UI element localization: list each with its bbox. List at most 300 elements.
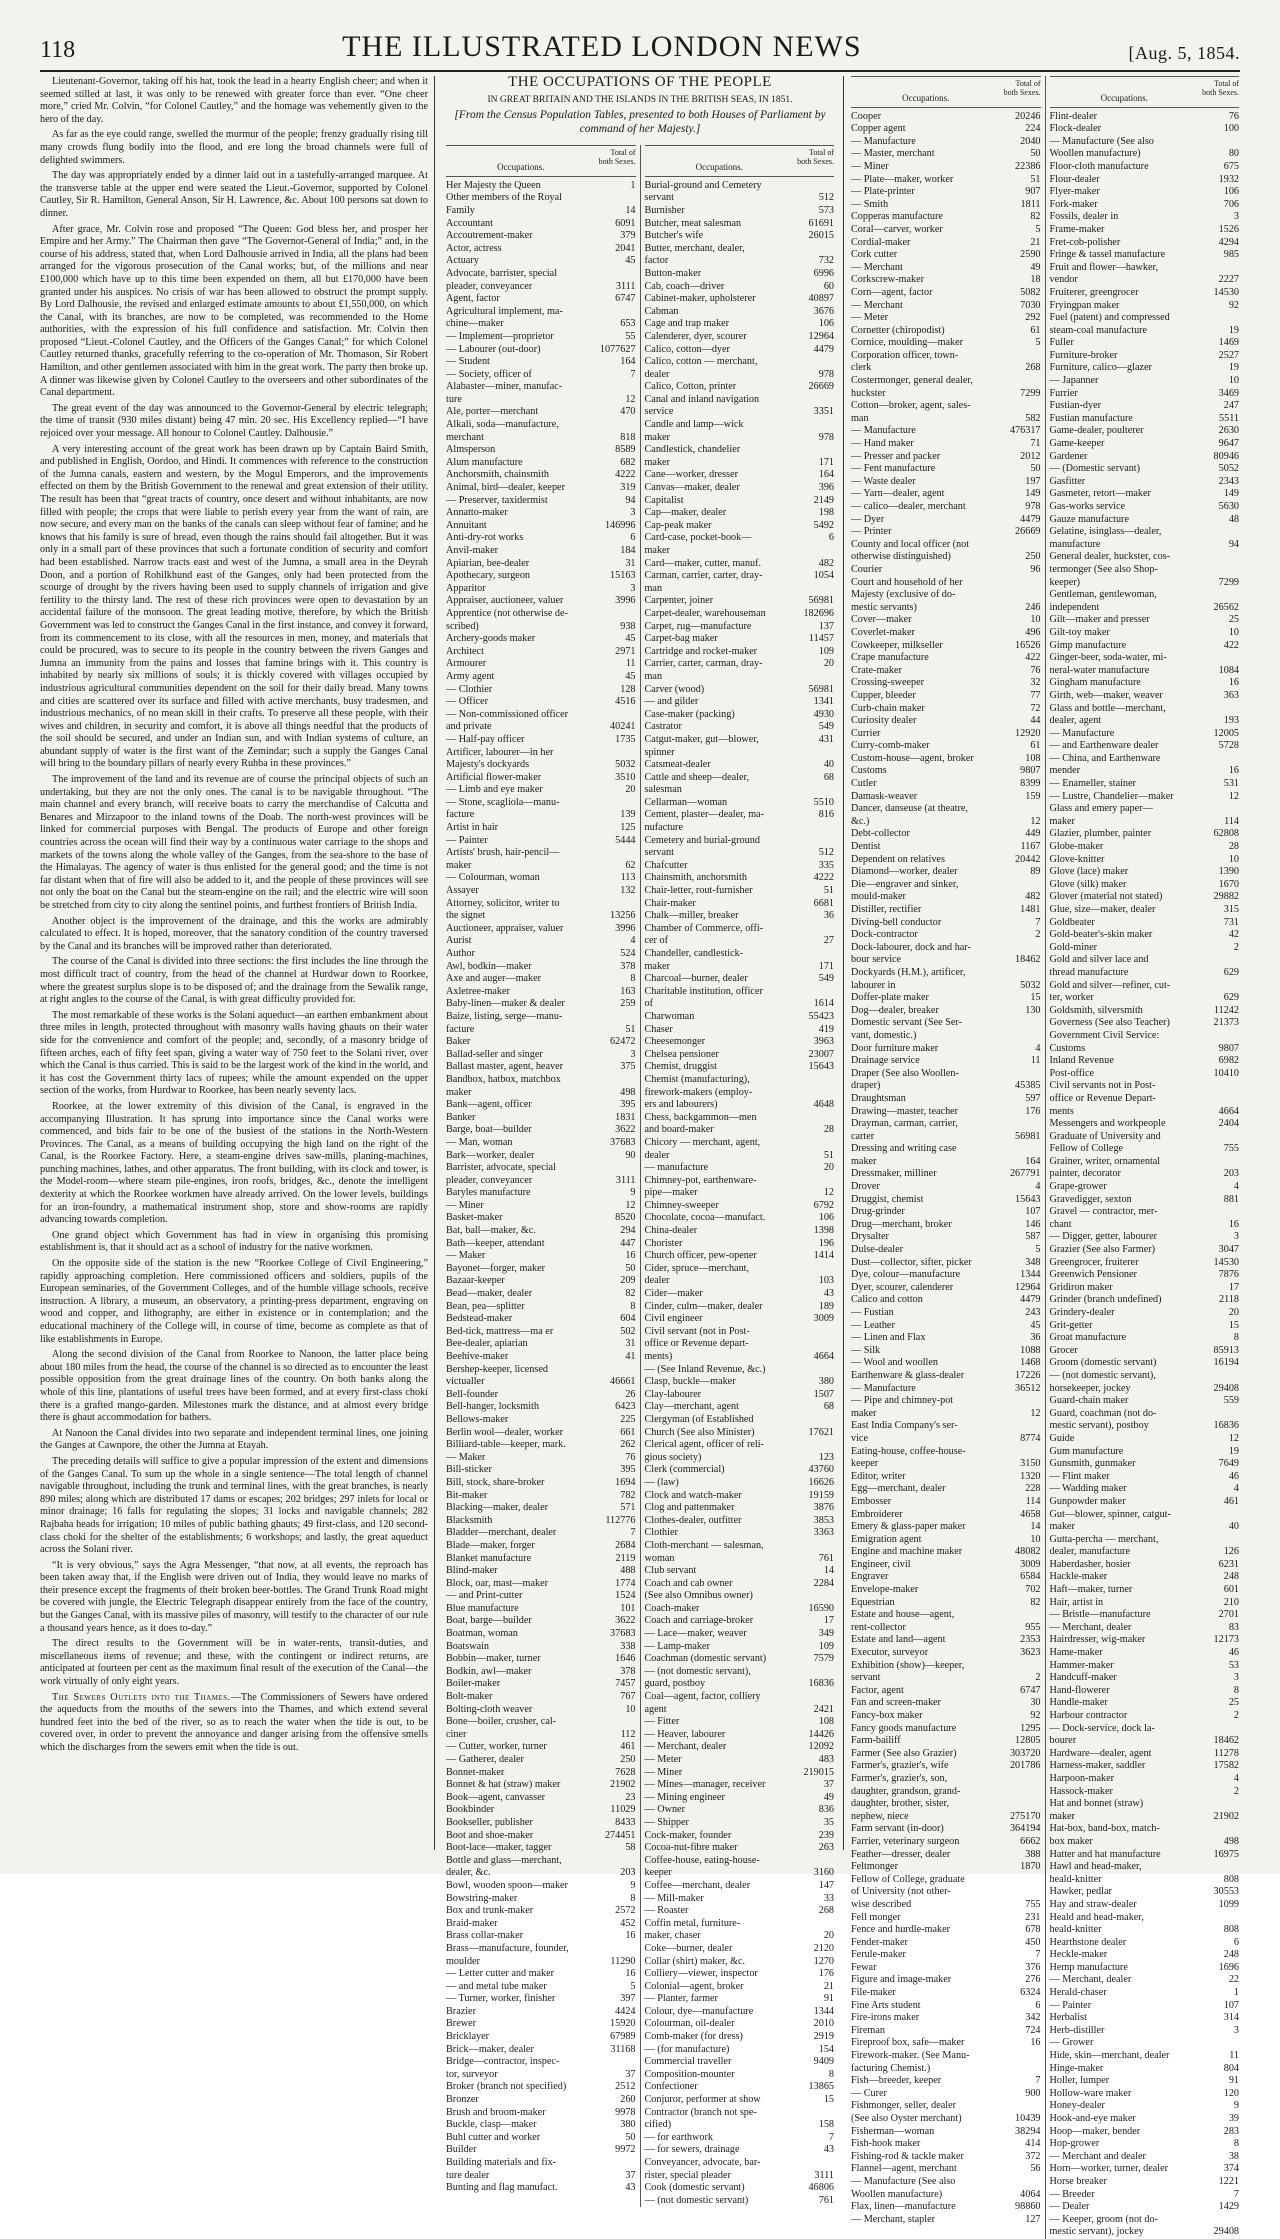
occupation-total: 3 — [1233, 211, 1239, 223]
table-row — [446, 1414, 636, 1427]
occupation-subcolumn — [1045, 76, 1244, 2239]
occupation-total: 2590 — [1020, 249, 1041, 261]
table-row — [851, 1143, 1041, 1156]
table-row — [1050, 577, 1240, 590]
occupation-name: Dyer, scourer, calenderer — [851, 1281, 954, 1293]
occupation-name: Agent, factor — [446, 293, 500, 305]
occupation-total: 239 — [818, 1829, 834, 1841]
table-row — [851, 1458, 1041, 1471]
occupation-total: 45385 — [1015, 1080, 1041, 1092]
table-row — [645, 1527, 835, 1540]
occupation-total — [1199, 1093, 1239, 1106]
occupation-name: Charitable institution, officer — [644, 985, 763, 997]
table-row — [851, 640, 1041, 653]
occupation-total: 49 — [823, 1791, 834, 1803]
occupation-total — [1001, 350, 1041, 363]
occupation-name: Figure and image-maker — [851, 1974, 952, 1986]
occupation-total: 12964 — [808, 330, 834, 342]
occupation-total: 15920 — [610, 2018, 636, 2030]
occupation-total: 19 — [1228, 324, 1239, 336]
occupation-name: Hay and straw-dealer — [1049, 1898, 1137, 1910]
occupation-total: 8774 — [1020, 1432, 1041, 1444]
occupation-total: 16 — [1228, 677, 1239, 689]
occupation-total: 40241 — [610, 721, 636, 733]
occupation-total: 419 — [818, 1023, 834, 1035]
occupation-total — [794, 1855, 834, 1868]
occupation-name: Hawker, pedlar — [1049, 1886, 1112, 1898]
article-paragraph: Lieutenant-Governor, taking off his hat, took the lead in a hearty English cheer; and when it seemed stilled at last, it was only to be renewed with greater force than ever. “One cheer more,” cried Mr. Colvin, “for Colonel Cautley,” and the homage was vehemently given to the hero of the day. — [40, 76, 428, 125]
occupation-total — [596, 747, 636, 760]
occupation-name: Curry-comb-maker — [851, 740, 930, 752]
occupation-total — [596, 306, 636, 319]
occupation-total: 6996 — [813, 267, 834, 279]
occupation-name: Gas-works service — [1049, 501, 1126, 512]
occupation-total: 146 — [1025, 1218, 1041, 1230]
occupation-name: Bedstead-maker — [446, 1313, 513, 1325]
occupation-name: mestic servant), postboy — [1049, 1420, 1149, 1432]
occupation-name: Horn—worker, turner, dealer — [1049, 2163, 1169, 2175]
occupation-name: Dressmaker, milliner — [851, 1168, 937, 1180]
table-row — [851, 1131, 1041, 1144]
occupation-name: Hairdresser, wig-maker — [1049, 1634, 1146, 1646]
occupation-total: 2012 — [1020, 450, 1041, 462]
occupation-total: 158 — [818, 2119, 834, 2131]
table-row — [851, 967, 1041, 980]
occupation-total: 5 — [630, 1980, 636, 1992]
occupation-total: 8 — [1233, 1332, 1239, 1344]
table-row — [645, 1817, 835, 1830]
occupation-total — [1001, 1886, 1041, 1899]
occupation-total: 1221 — [1218, 2175, 1239, 2187]
occupation-name: Dock-contractor — [851, 929, 918, 941]
table-row — [851, 287, 1041, 300]
table-row — [645, 1930, 835, 1943]
occupation-name: Auctioneer, appraiser, valuer — [446, 922, 564, 934]
table-row — [1050, 715, 1240, 728]
table-row — [1050, 1823, 1240, 1836]
table-row — [1050, 778, 1240, 791]
occupation-total: 6 — [630, 532, 636, 544]
table-row — [1050, 1320, 1240, 1333]
table-row — [851, 551, 1041, 564]
occupation-total: 2149 — [813, 494, 834, 506]
occupation-name: salesman — [644, 784, 682, 796]
occupation-total: 91 — [1228, 2075, 1239, 2087]
occupation-name: Draper (See also Woollen- — [851, 1067, 959, 1079]
occupation-name: Castrator — [644, 721, 682, 733]
occupation-total: 14530 — [1213, 1256, 1239, 1268]
occupation-name: — (for manufacture) — [644, 2043, 730, 2055]
occupation-name: Dulse-dealer — [851, 1244, 904, 1256]
occupation-total: 11290 — [610, 1955, 636, 1967]
occupation-total: 4 — [630, 935, 636, 947]
occupation-name: Fuel (patent) and compressed — [1049, 312, 1170, 324]
occupation-total: 20246 — [1015, 110, 1041, 122]
occupation-name: — Leather — [851, 1319, 895, 1331]
table-row — [645, 2195, 835, 2208]
table-row — [446, 633, 636, 646]
table-row — [1050, 2138, 1240, 2151]
table-row — [645, 595, 835, 608]
occupation-total: 447 — [620, 1237, 636, 1249]
table-row — [1050, 1181, 1240, 1194]
occupation-name: Awl, bodkin—maker — [446, 960, 532, 972]
occupation-total: 294 — [620, 1225, 636, 1237]
occupation-name: Bonnet-maker — [446, 1766, 505, 1778]
occupation-name: East India Company's ser- — [851, 1420, 958, 1432]
table-row — [851, 1055, 1041, 1068]
occupation-total — [1199, 1206, 1239, 1219]
article-paragraph: The course of the Canal is divided into three sections: the first includes the line through the most difficult tract of country, from the head of the channel at Hurdwar down to Roorkee, where the greatest surplus slope is to be disposed of; and the drainage from the Sewalik range, at right angles to the course of the Canal, is with great difficulty provided for. — [40, 956, 428, 1006]
occupation-name: Army agent — [446, 670, 495, 682]
table-row — [645, 684, 835, 697]
occupation-name: Buckle, clasp—maker — [446, 2119, 537, 2131]
occupation-total: 85913 — [1213, 1344, 1239, 1356]
occupation-total: 16836 — [1213, 1420, 1239, 1432]
occupation-name: Calico, cotton — merchant, — [644, 356, 758, 368]
occupation-total: 512 — [818, 847, 834, 859]
article-paragraph: One grand object which Government has had in view in organising this promising establishment is, that it should act as a school of industry for the native workmen. — [40, 1229, 428, 1254]
occupation-name: — (not domestic servant), — [1049, 1369, 1156, 1381]
occupation-name: Bershep-keeper, licensed — [446, 1363, 548, 1375]
occupation-total: 450 — [1025, 1936, 1041, 1948]
occupation-total: 682 — [620, 456, 636, 468]
occupation-name: Fringe & tassel manufacture — [1049, 249, 1166, 261]
table-row — [446, 923, 636, 936]
table-row — [1050, 1370, 1240, 1383]
occupation-name: Colonial—agent, broker — [644, 1980, 744, 1992]
occupation-name: labourer in — [851, 979, 896, 991]
table-row — [1050, 1760, 1240, 1773]
header-total: Total of both Sexes. — [1003, 79, 1041, 97]
table-row — [851, 186, 1041, 199]
occupation-name: Gasfitter — [1049, 475, 1086, 487]
occupation-name: Her Majesty the Queen — [446, 179, 541, 191]
table-row — [645, 1981, 835, 1994]
occupation-name: Commercial traveller — [644, 2056, 732, 2068]
occupation-total: 12 — [823, 1187, 834, 1199]
table-row — [446, 394, 636, 407]
table-row — [1050, 1106, 1240, 1119]
occupation-name: Cage and trap maker — [644, 318, 730, 330]
table-row — [446, 1263, 636, 1276]
occupation-total: 67989 — [610, 2031, 636, 2043]
occupation-name: — Limb and eye maker — [446, 784, 543, 796]
table-row — [851, 1672, 1041, 1685]
table-row — [446, 1162, 636, 1175]
occupation-total: 159 — [1025, 790, 1041, 802]
table-row — [446, 898, 636, 911]
occupation-name: — Manufacture (See also — [851, 2175, 956, 2187]
occupation-total: 163 — [620, 985, 636, 997]
table-row — [446, 709, 636, 722]
occupation-total: 268 — [1025, 362, 1041, 374]
occupation-name: Clay—merchant, agent — [644, 1401, 739, 1413]
occupation-total: 126 — [1223, 1546, 1239, 1558]
occupation-name: — Man, woman — [446, 1136, 513, 1148]
occupation-total: 6 — [1233, 1936, 1239, 1948]
occupation-total: 604 — [620, 1313, 636, 1325]
table-row — [645, 1427, 835, 1440]
table-row — [645, 835, 835, 848]
table-row — [851, 1974, 1041, 1987]
occupation-name: Contractor (branch not spe- — [644, 2106, 757, 2118]
table-row — [645, 1074, 835, 1087]
occupation-total: 7 — [828, 2131, 834, 2143]
occupation-name: Clothier — [644, 1527, 678, 1539]
occupation-name: Chafcutter — [644, 859, 688, 871]
table-row — [645, 784, 835, 797]
occupation-total: 7299 — [1218, 576, 1239, 588]
table-row — [851, 2063, 1041, 2076]
occupation-name: — Manufacture — [1049, 727, 1115, 739]
occupation-total: 20442 — [1015, 853, 1041, 865]
table-row — [446, 1376, 636, 1389]
occupation-name: Comb-maker (for dress) — [644, 2031, 743, 2043]
table-row — [1050, 2088, 1240, 2101]
occupation-total: 60 — [823, 280, 834, 292]
occupation-name: Diving-bell conductor — [851, 916, 942, 928]
occupation-name: Cordial-maker — [851, 236, 911, 248]
occupation-name: heald-knitter — [1049, 1873, 1102, 1885]
occupation-total: 189 — [818, 1300, 834, 1312]
occupation-total: 4516 — [615, 696, 636, 708]
table-row — [645, 1855, 835, 1868]
occupation-total — [794, 419, 834, 432]
table-row — [645, 1024, 835, 1037]
occupation-name: Bookbinder — [446, 1804, 495, 1816]
occupation-name: Cornetter (chiropodist) — [851, 324, 945, 336]
article-paragraph: The great event of the day was announced to the Governor-General by electric telegraph; the time of transit (930 miles distant) being 47 min. 20 sec. His Excellency replied—“I have rejoiced over your message. All honour to Colonel Cautley. Dalhousie.” — [40, 402, 428, 440]
table-row — [645, 1893, 835, 1906]
table-row — [851, 451, 1041, 464]
occupation-name: Draughtsman — [851, 1092, 906, 1104]
table-row — [851, 627, 1041, 640]
occupation-total: 53 — [1228, 1659, 1239, 1671]
occupation-total: 5 — [1035, 1244, 1041, 1256]
occupation-total — [596, 847, 636, 860]
occupation-name: dealer, &c. — [446, 1867, 491, 1879]
occupation-name: Artist in hair — [446, 822, 499, 834]
occupation-total: 11 — [1030, 1055, 1041, 1067]
occupation-name: Hame-maker — [1049, 1647, 1103, 1659]
table-row — [1050, 514, 1240, 527]
occupation-name: Button-maker — [644, 267, 702, 279]
occupation-name: Calico and cotton — [851, 1294, 923, 1306]
occupation-name: Cartridge and rocket-maker — [644, 645, 758, 657]
table-row — [446, 1477, 636, 1490]
occupation-total — [1199, 1030, 1239, 1043]
occupation-total: 31168 — [610, 2043, 636, 2055]
occupation-name: Cellarman—woman — [644, 796, 728, 808]
occupation-total: 26669 — [1015, 526, 1041, 538]
occupation-total: 319 — [620, 482, 636, 494]
occupation-total: 512 — [818, 192, 834, 204]
table-row — [446, 734, 636, 747]
table-row — [851, 980, 1041, 993]
occupation-total — [1001, 2100, 1041, 2113]
occupation-total — [1001, 1068, 1041, 1081]
table-row — [1050, 942, 1240, 955]
occupation-total — [794, 1137, 834, 1150]
table-row — [1050, 1874, 1240, 1887]
occupation-total: 6 — [1035, 1999, 1041, 2011]
occupation-total: 201786 — [1009, 1760, 1041, 1772]
occupation-name: Catsmeat-dealer — [644, 759, 711, 771]
occupation-total — [1001, 539, 1041, 552]
occupation-total: 17621 — [808, 1426, 834, 1438]
table-row — [851, 2113, 1041, 2126]
table-row — [645, 1452, 835, 1465]
occupation-name: Cornice, moulding—maker — [851, 337, 964, 349]
table-row — [645, 948, 835, 961]
occupation-name: Baize, listing, serge—manu- — [446, 1010, 563, 1022]
occupation-name: Colliery—viewer, inspector — [644, 1968, 758, 1980]
occupation-name: Assayer — [446, 885, 479, 897]
occupation-total — [596, 1074, 636, 1087]
table-row — [1050, 350, 1240, 363]
table-row — [1050, 2063, 1240, 2076]
occupation-total: 31 — [625, 1338, 636, 1350]
occupation-total: 82 — [1030, 211, 1041, 223]
occupation-name: Diamond—worker, dealer — [851, 866, 958, 878]
occupation-total: 6423 — [615, 1401, 636, 1413]
occupation-total: 46661 — [610, 1376, 636, 1388]
occupation-total: 470 — [620, 406, 636, 418]
table-row — [645, 457, 835, 470]
table-row — [851, 614, 1041, 627]
occupation-name: Heckle-maker — [1049, 1949, 1108, 1961]
occupation-name: Hassock-maker — [1049, 1785, 1113, 1797]
table-row — [446, 545, 636, 558]
occupation-name: Herbalist — [1049, 2012, 1087, 2024]
occupation-total: 8 — [1233, 2138, 1239, 2150]
occupation-name: maker — [644, 960, 670, 972]
occupation-name: Courier — [851, 563, 883, 575]
occupation-name: — Roaster — [644, 1905, 689, 1917]
occupation-name: Broker (branch not specified) — [446, 2081, 567, 2093]
occupation-name: — Digger, getter, labourer — [1049, 1231, 1158, 1243]
occupation-total — [1001, 1786, 1041, 1799]
occupation-name: Gold and silver—refiner, cut- — [1049, 979, 1171, 991]
occupation-total: 219015 — [803, 1766, 834, 1778]
occupation-total: 7 — [1233, 2188, 1239, 2200]
table-row — [851, 2163, 1041, 2176]
occupation-total — [794, 822, 834, 835]
occupation-name: Cotton—broker, agent, sales- — [851, 400, 971, 412]
occupation-name: Gold and silver lace and — [1049, 954, 1149, 966]
occupation-name: — Turner, worker, finisher — [446, 1993, 556, 2005]
table-row — [645, 243, 835, 256]
occupation-total: 127 — [1025, 2213, 1041, 2225]
occupation-total: 43 — [625, 2182, 636, 2194]
table-row — [446, 381, 636, 394]
occupation-name: — (not domestic servant), — [644, 1665, 751, 1677]
occupation-name: maker, chaser — [644, 1930, 701, 1942]
occupation-total — [1199, 803, 1239, 816]
occupation-name: Butcher, meat salesman — [644, 217, 742, 229]
table-row — [446, 2119, 636, 2132]
occupation-total: 2343 — [1218, 475, 1239, 487]
occupation-name: vice — [851, 1432, 868, 1444]
occupation-name: Majesty's dockyards — [446, 759, 530, 771]
occupation-total: 27 — [823, 935, 834, 947]
table-row — [645, 180, 835, 193]
occupation-name: Cinder, culm—maker, dealer — [644, 1300, 763, 1312]
occupation-total — [1199, 1509, 1239, 1522]
occupation-name: — Merchant — [851, 299, 903, 311]
occupation-total: 36 — [1030, 1332, 1041, 1344]
occupation-total: 808 — [1223, 1924, 1239, 1936]
table-row — [446, 658, 636, 671]
occupation-total — [794, 2107, 834, 2120]
table-row — [851, 602, 1041, 615]
table-row — [446, 1741, 636, 1754]
occupation-total: 978 — [1025, 501, 1041, 512]
occupation-name: Cook (domestic servant) — [644, 2182, 745, 2194]
occupation-name: chant — [1049, 1218, 1072, 1230]
table-row — [446, 2031, 636, 2044]
table-row — [851, 1798, 1041, 1811]
occupation-name: Emigration agent — [851, 1533, 922, 1545]
occupation-total: 378 — [620, 960, 636, 972]
occupation-name: — Labourer (out-door) — [446, 343, 541, 355]
occupation-name: — and Print-cutter — [446, 1590, 523, 1602]
occupation-total — [794, 1414, 834, 1427]
table-row — [446, 2170, 636, 2183]
table-row — [446, 1124, 636, 1137]
occupation-name: Coachman (domestic servant) — [644, 1653, 767, 1665]
table-row — [446, 1464, 636, 1477]
occupation-name: Brass—manufacture, founder, — [446, 1942, 569, 1954]
occupation-name: — Plate—maker, worker — [851, 173, 954, 185]
table-row — [446, 1288, 636, 1301]
occupation-name: Blind-maker — [446, 1565, 498, 1577]
occupation-total: 224 — [1025, 123, 1041, 135]
occupation-total — [794, 1364, 834, 1377]
table-row — [1050, 816, 1240, 829]
occupation-name: Fuller — [1049, 337, 1074, 349]
occupation-total: 4664 — [1218, 1105, 1239, 1117]
occupation-total — [596, 797, 636, 810]
occupation-total: 4294 — [1218, 236, 1239, 248]
occupation-total: 45 — [625, 670, 636, 682]
occupation-total — [596, 1011, 636, 1024]
occupation-subcolumn — [640, 145, 839, 2207]
table-row — [1050, 174, 1240, 187]
table-row — [851, 1811, 1041, 1824]
occupation-total — [794, 1074, 834, 1087]
table-row — [1050, 1433, 1240, 1446]
occupation-total: 29408 — [1213, 2226, 1239, 2238]
occupation-total: 4222 — [615, 469, 636, 481]
occupation-total: 209 — [620, 1275, 636, 1287]
table-row — [645, 205, 835, 218]
occupation-name: Guide — [1049, 1432, 1075, 1444]
occupation-total: 12 — [1228, 1432, 1239, 1444]
occupation-name: Clergyman (of Established — [644, 1413, 754, 1425]
occupation-name: — Preserver, taxidermist — [446, 494, 548, 506]
occupation-total: 146996 — [604, 519, 636, 531]
occupation-total: 28 — [1228, 841, 1239, 853]
table-row — [1050, 249, 1240, 262]
table-row — [851, 438, 1041, 451]
occupation-total — [794, 1338, 834, 1351]
occupation-name: Bricklayer — [446, 2031, 489, 2043]
table-row — [1050, 2151, 1240, 2164]
occupation-total: 46 — [1228, 1647, 1239, 1659]
table-row — [645, 2144, 835, 2157]
